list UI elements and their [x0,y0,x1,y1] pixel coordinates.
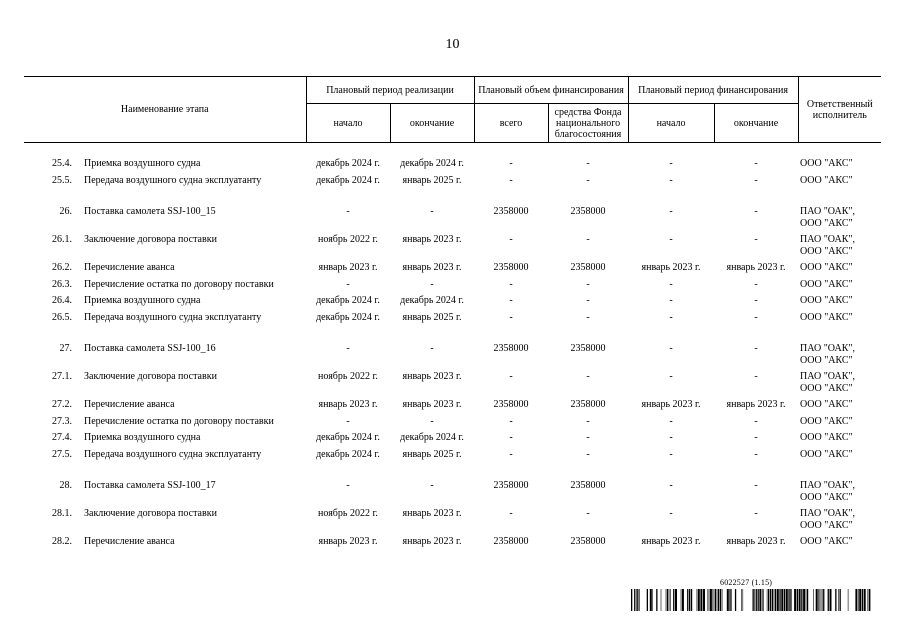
barcode-bar [714,589,715,611]
row-name: Перечисление остатка по договору поставки [84,278,274,290]
row-fin-end: - [754,508,758,519]
table-body [24,143,881,550]
barcode-bar [682,589,684,611]
row-fund: - [586,174,590,186]
barcode-bar [661,589,662,611]
row-total: - [509,432,513,443]
row-responsible: ПАО "ОАК", ООО "АКС" [800,206,855,229]
row-name: Передача воздушного судна эксплуатанту [84,174,262,186]
row-responsible: ООО "АКС" [800,278,853,290]
table-row [24,413,881,430]
barcode-bar [768,589,769,611]
barcode-bar [818,589,819,611]
barcode-bar [743,589,744,611]
barcode-bar [650,589,652,611]
barcode-bar [759,589,761,611]
row-total: 2358000 [493,206,529,217]
header-end: окончание [390,104,474,143]
row-responsible: ООО "АКС" [800,262,853,273]
row-fund: 2358000 [570,536,606,547]
table-row [24,533,881,550]
barcode-bar [637,589,638,611]
barcode-bar [710,589,712,611]
table-row [24,231,881,259]
row-number: 26.2. [52,262,72,273]
row-number: 25.4. [52,158,72,169]
row-fin-end: январь 2023 г. [726,536,786,547]
row-start: декабрь 2024 г. [316,158,380,169]
row-start: - [346,480,350,491]
row-fund: - [586,311,590,323]
barcode-bar [722,589,723,611]
barcode-bar [673,589,674,611]
page-number: 10 [445,37,460,52]
row-name: Приемка воздушного судна [84,295,201,306]
barcode-bar [868,589,869,611]
row-total: - [509,295,513,306]
row-number: 26.4. [52,295,72,306]
barcode-bar [823,589,824,611]
barcode-bar [838,589,839,611]
barcode-bar [735,589,736,611]
row-fin-start: - [669,343,673,354]
row-name: Заключение договора поставки [84,508,217,519]
row-number: 27. [59,343,72,354]
barcode-bar [862,589,863,611]
row-end: январь 2025 г. [402,311,462,323]
barcode-bar [855,589,857,611]
barcode-bar [715,589,716,611]
row-fund: 2358000 [570,343,606,354]
barcode-bar [763,589,764,611]
row-fin-end: - [754,311,758,323]
barcode-bar [687,589,688,611]
barcode-bar [790,589,791,611]
row-start: ноябрь 2022 г. [318,371,378,382]
row-responsible: ПАО "ОАК", ООО "АКС" [800,371,855,394]
table-row [24,259,881,276]
row-start: январь 2023 г. [318,399,378,410]
row-name: Приемка воздушного судна [84,432,201,443]
barcode-bar [729,589,730,611]
row-start: ноябрь 2022 г. [318,508,378,519]
row-fund: 2358000 [570,262,606,273]
row-fund: - [586,278,590,290]
table-row [24,172,881,189]
barcode-bar [788,589,789,611]
row-number: 26.1. [52,234,72,245]
row-fin-end: - [754,415,758,427]
header-stage-name: Наименование этапа [24,77,306,143]
barcode-bar [698,589,700,611]
barcode-bar [666,589,667,611]
table-row [24,155,881,172]
barcode-bar [709,589,710,611]
row-total: - [509,311,513,323]
barcode-bar [821,589,822,611]
row-start: - [346,206,350,217]
barcode-bar [816,589,818,611]
barcode-bar [840,589,841,611]
table-row [24,505,881,533]
barcode-bar [713,589,714,611]
row-name: Заключение договора поставки [84,371,217,382]
row-total: - [509,508,513,519]
row-fin-start: - [669,311,673,323]
header-total: всего [474,104,548,143]
table-row [24,276,881,293]
row-name: Поставка самолета SSJ-100_15 [84,206,216,217]
row-end: - [430,206,434,217]
stages-table [24,76,881,550]
row-fin-end: - [754,278,758,290]
barcode-bar [708,589,709,611]
row-responsible: ПАО "ОАК", ООО "АКС" [800,234,855,257]
header-responsible: Ответственный исполнитель [798,77,881,143]
row-number: 26.3. [52,278,72,290]
group-spacer [24,188,881,203]
row-fin-end: - [754,295,758,306]
row-fin-start: январь 2023 г. [641,262,701,273]
barcode-bar [869,589,870,611]
row-end: январь 2023 г. [402,371,462,382]
row-total: - [509,234,513,245]
row-number: 27.2. [52,399,72,410]
spacer-cell [24,462,881,477]
row-end: январь 2023 г. [402,536,462,547]
header-fin-end: окончание [714,104,798,143]
barcode-bar [700,589,702,611]
row-start: - [346,343,350,354]
row-name: Перечисление остатка по договору поставки [84,415,274,427]
row-fin-end: - [754,234,758,245]
row-end: - [430,343,434,354]
barcode-bar [807,589,808,611]
row-fund: - [586,295,590,306]
row-end: декабрь 2024 г. [400,295,464,306]
row-responsible: ООО "АКС" [800,158,853,169]
row-fund: 2358000 [570,480,606,491]
row-fund: - [586,234,590,245]
row-fin-start: - [669,158,673,169]
row-responsible: ПАО "ОАК", ООО "АКС" [800,343,855,366]
barcode-bar [647,589,648,611]
table-row [24,396,881,413]
row-end: - [430,480,434,491]
barcode-bar [741,589,742,611]
row-name: Перечисление аванса [84,399,175,410]
barcode-bar [864,589,866,611]
barcode-bar [784,589,785,611]
row-responsible: ООО "АКС" [800,432,853,443]
barcode-bar [636,589,637,611]
barcode-bar [858,589,859,611]
row-number: 28.1. [52,508,72,519]
row-number: 28.2. [52,536,72,547]
row-start: январь 2023 г. [318,536,378,547]
row-number: 27.1. [52,371,72,382]
row-fin-start: - [669,371,673,382]
row-fin-start: - [669,480,673,491]
group-spacer [24,325,881,340]
barcode-bar [675,589,677,611]
row-fin-end: - [754,371,758,382]
row-total: 2358000 [493,343,529,354]
barcode-bar [801,589,802,611]
header-impl-period: Плановый период реализации [306,77,474,104]
row-total: - [509,158,513,169]
row-total: - [509,371,513,382]
barcode-bar [667,589,668,611]
table-row [24,429,881,446]
barcode-bar [770,589,771,611]
barcode-bar [634,589,635,611]
row-fund: - [586,158,590,169]
table-header [24,77,881,143]
row-number: 26. [59,206,72,217]
row-start: - [346,278,350,290]
row-start: декабрь 2024 г. [316,174,380,186]
row-responsible: ООО "АКС" [800,399,853,410]
row-end: январь 2023 г. [402,508,462,519]
barcode-bar [689,589,690,611]
row-fin-start: - [669,234,673,245]
row-fin-end: январь 2023 г. [726,399,786,410]
spacer-cell [24,143,881,156]
barcode-bar [820,589,821,611]
barcode-bar [803,589,805,611]
barcode-bar [830,589,832,611]
row-total: 2358000 [493,262,529,273]
row-fin-start: январь 2023 г. [641,399,701,410]
barcode-image [631,589,871,611]
barcode-bar [691,589,692,611]
row-end: январь 2025 г. [402,448,462,460]
barcode-bar [777,589,779,611]
row-fin-start: январь 2023 г. [641,536,701,547]
row-fin-end: - [754,174,758,186]
row-number: 28. [59,480,72,491]
header-start: начало [306,104,390,143]
row-end: январь 2023 г. [402,399,462,410]
row-number: 27.3. [52,415,72,427]
row-end: январь 2023 г. [402,234,462,245]
barcode-bar [794,589,796,611]
row-total: 2358000 [493,399,529,410]
spacer-cell [24,188,881,203]
header-fin-period: Плановый период финансирования [628,77,798,104]
row-start: - [346,415,350,427]
row-responsible: ООО "АКС" [800,415,853,427]
row-start: ноябрь 2022 г. [318,234,378,245]
row-name: Передача воздушного судна эксплуатанту [84,311,262,323]
row-end: январь 2025 г. [402,174,462,186]
row-total: - [509,174,513,186]
barcode-bar [772,589,773,611]
row-fin-end: - [754,432,758,443]
row-end: январь 2023 г. [402,262,462,273]
barcode-bar [767,589,768,611]
row-fund: - [586,371,590,382]
barcode-bar [681,589,682,611]
barcode-bar [669,589,670,611]
barcode-bar [859,589,861,611]
row-fin-end: - [754,158,758,169]
barcode-bar [758,589,759,611]
barcode-bar [775,589,776,611]
barcode-bar [656,589,657,611]
row-fin-end: январь 2023 г. [726,262,786,273]
row-end: декабрь 2024 г. [400,158,464,169]
spacer-cell [24,325,881,340]
row-responsible: ООО "АКС" [800,174,853,186]
barcode-bar [756,589,757,611]
row-total: - [509,415,513,427]
row-fin-start: - [669,432,673,443]
barcode-bar [774,589,775,611]
row-fund: - [586,508,590,519]
barcode-bar [731,589,732,611]
header-volume: Плановый объем финансирования [474,77,628,104]
table-row [24,446,881,463]
row-fin-start: - [669,174,673,186]
row-start: декабрь 2024 г. [316,295,380,306]
row-fund: 2358000 [570,206,606,217]
row-name: Приемка воздушного судна [84,158,201,169]
row-fund: - [586,415,590,427]
barcode-bar [848,589,849,611]
row-fin-end: - [754,448,758,460]
barcode-bar [720,589,721,611]
row-number: 25.5. [52,174,72,186]
barcode-bar [717,589,718,611]
row-total: - [509,448,513,460]
row-responsible: ООО "АКС" [800,311,853,323]
barcode-bar [835,589,836,611]
barcode-bar [822,589,823,611]
row-fin-end: - [754,480,758,491]
barcode-bar [718,589,719,611]
header-fund: средства Фонда национального благосостояния [548,104,628,143]
row-name: Передача воздушного судна эксплуатанту [84,448,262,460]
barcode-bar [797,589,798,611]
row-total: 2358000 [493,480,529,491]
row-end: - [430,415,434,427]
barcode-bar [753,589,754,611]
row-start: декабрь 2024 г. [316,432,380,443]
row-start: декабрь 2024 г. [316,311,380,323]
row-name: Перечисление аванса [84,536,175,547]
row-name: Перечисление аванса [84,262,175,273]
row-number: 26.5. [52,311,72,323]
group-spacer [24,143,881,156]
row-fin-start: - [669,295,673,306]
row-fin-start: - [669,448,673,460]
table-row [24,203,881,231]
row-name: Поставка самолета SSJ-100_17 [84,480,216,491]
barcode-bar [670,589,671,611]
row-fin-end: - [754,343,758,354]
row-fin-start: - [669,206,673,217]
barcode-bar [806,589,807,611]
barcode-bar [631,589,632,611]
table-row [24,340,881,368]
row-responsible: ООО "АКС" [800,448,853,460]
row-name: Поставка самолета SSJ-100_16 [84,343,216,354]
barcode-bar [799,589,801,611]
row-fund: - [586,448,590,460]
barcode-bar [813,589,814,611]
barcode-bar [754,589,755,611]
row-fin-start: - [669,415,673,427]
barcode-bar [781,589,783,611]
row-fin-start: - [669,278,673,290]
row-fund: - [586,432,590,443]
row-fin-start: - [669,508,673,519]
barcode-bar [762,589,763,611]
row-name: Заключение договора поставки [84,234,217,245]
row-fin-end: - [754,206,758,217]
barcode-bar [727,589,729,611]
table-row [24,368,881,396]
header-fin-start: начало [628,104,714,143]
barcode-bar [652,589,653,611]
row-responsible: ПАО "ОАК", ООО "АКС" [800,508,855,531]
row-responsible: ООО "АКС" [800,536,853,547]
table-row [24,292,881,309]
group-spacer [24,462,881,477]
barcode-bar [779,589,780,611]
row-number: 27.4. [52,432,72,443]
row-total: - [509,278,513,290]
barcode-bar [786,589,788,611]
barcode-bar [703,589,705,611]
row-fund: 2358000 [570,399,606,410]
table-row [24,309,881,326]
row-end: - [430,278,434,290]
row-start: декабрь 2024 г. [316,448,380,460]
barcode-bar [828,589,829,611]
row-responsible: ПАО "ОАК", ООО "АКС" [800,480,855,503]
row-total: 2358000 [493,536,529,547]
row-number: 27.5. [52,448,72,460]
table-row [24,477,881,505]
row-end: декабрь 2024 г. [400,432,464,443]
barcode-code: 6022527 (1.15) [720,578,773,587]
barcode-bar [639,589,640,611]
row-start: январь 2023 г. [318,262,378,273]
barcode-bar [697,589,698,611]
row-responsible: ООО "АКС" [800,295,853,306]
